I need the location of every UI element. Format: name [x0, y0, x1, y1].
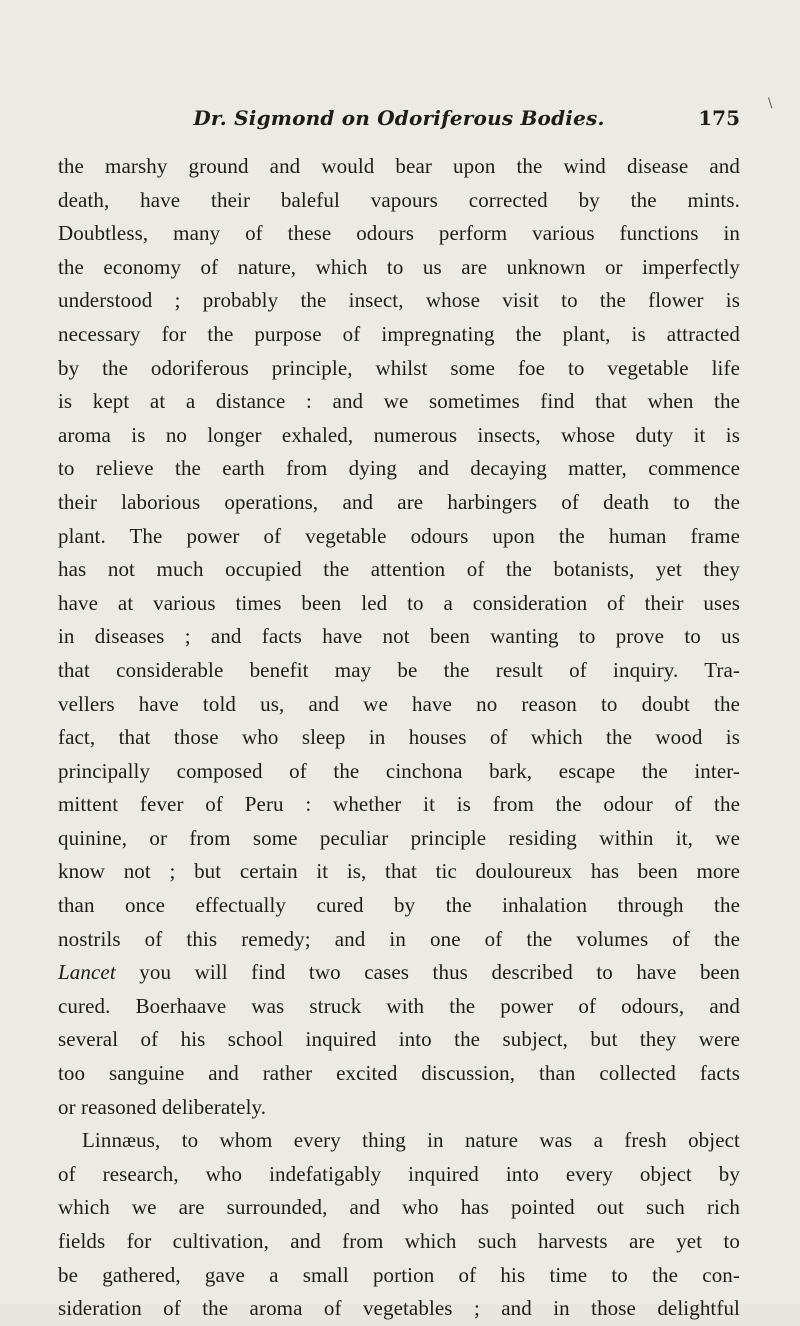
text-line: to relieve the earth from dying and decaying matter, commence	[58, 456, 740, 481]
text-line: fields for cultivation, and from which such harvests are yet to	[58, 1229, 740, 1253]
text-line: be gathered, gave a small portion of his time to the con-	[58, 1262, 740, 1287]
text-line: the marshy ground and would bear upon the wind disease and	[58, 154, 740, 178]
text-line-rest: you will find two cases thus described to have been	[139, 960, 740, 985]
text-line: necessary for the purpose of impregnating the plant, is attracted	[58, 321, 740, 346]
corner-mark: \	[768, 96, 773, 111]
italic-lancet: Lancet	[58, 960, 116, 985]
text-line: the economy of nature, which to us are unknown or imperfectly	[58, 254, 740, 279]
text-line: is kept at a distance : and we sometimes find that when the	[58, 389, 740, 414]
text-line: plant. The power of vegetable odours upon the human frame	[58, 523, 740, 548]
text-line: of research, who indefatigably inquired into every object by	[58, 1161, 740, 1186]
text-line: that considerable benefit may be the result of inquiry. Tra-	[58, 657, 740, 682]
text-line: Linnæus, to whom every thing in nature was a fresh object	[82, 1128, 740, 1153]
text-line: fact, that those who sleep in houses of which the wood is	[58, 725, 740, 750]
running-head	[58, 106, 740, 138]
text-line: mittent fever of Peru : whether it is from the odour of the	[58, 792, 740, 817]
text-line: know not ; but certain it is, that tic douloureux has been more	[58, 859, 740, 884]
text-line: death, have their baleful vapours corrected by the mints.	[58, 187, 740, 212]
text-line: which we are surrounded, and who has pointed out such rich	[58, 1195, 740, 1220]
text-line: principally composed of the cinchona bark, escape the inter-	[58, 758, 740, 783]
text-line: their laborious operations, and are harbingers of death to the	[58, 489, 740, 514]
text-line: quinine, or from some peculiar principle residing within it, we	[58, 825, 740, 850]
text-line: sideration of the aroma of vegetables ; and in those delightful	[58, 1296, 740, 1321]
text-line: has not much occupied the attention of the botanists, yet they	[58, 557, 740, 582]
running-title: Dr. Sigmond on Odoriferous Bodies.	[193, 106, 605, 130]
text-line: understood ; probably the insect, whose visit to the flower is	[58, 288, 740, 313]
text-line: have at various times been led to a consideration of their uses	[58, 590, 740, 615]
text-line: than once effectually cured by the inhalation through the	[58, 893, 740, 918]
text-line: several of his school inquired into the subject, but they were	[58, 1027, 740, 1052]
text-line: in diseases ; and facts have not been wanting to prove to us	[58, 624, 740, 649]
text-line: or reasoned deliberately.	[58, 1094, 267, 1119]
text-line: by the odoriferous principle, whilst some foe to vegetable life	[58, 355, 740, 380]
text-line-with-italic	[58, 956, 740, 990]
text-line: nostrils of this remedy; and in one of the volumes of the	[58, 926, 740, 951]
text-line: vellers have told us, and we have no reason to doubt the	[58, 691, 740, 716]
body-text	[58, 150, 740, 1326]
text-line: too sanguine and rather excited discussion, than collected facts	[58, 1061, 740, 1086]
text-line: cured. Boerhaave was struck with the power of odours, and	[58, 993, 740, 1018]
page-number: 175	[698, 106, 740, 130]
text-line: aroma is no longer exhaled, numerous insects, whose duty it is	[58, 422, 740, 447]
text-line: Doubtless, many of these odours perform various functions in	[58, 221, 740, 246]
